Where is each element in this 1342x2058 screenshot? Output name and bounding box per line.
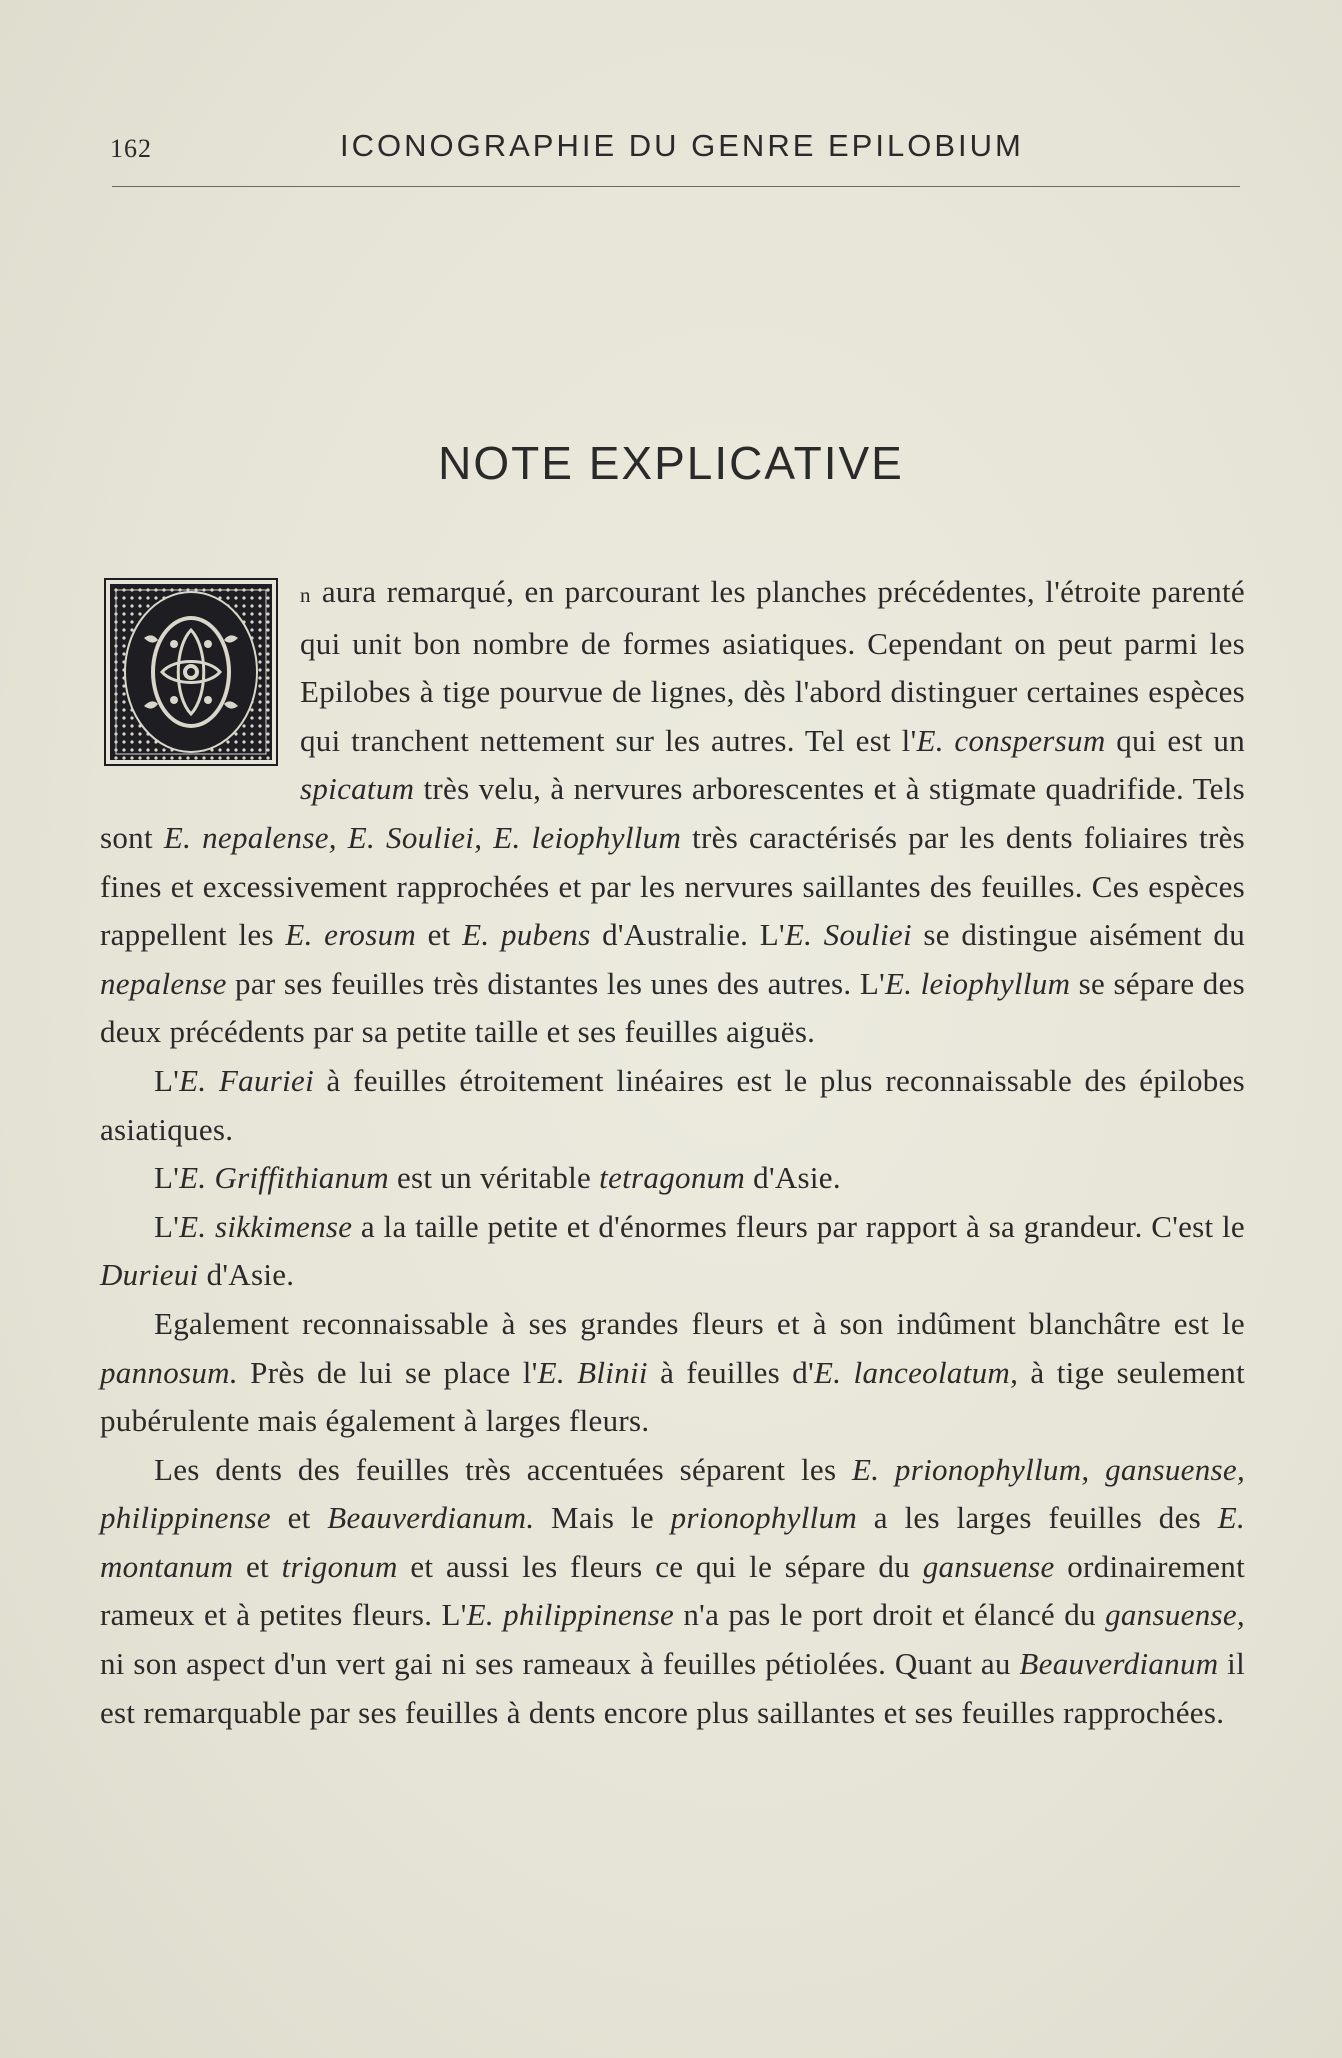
text-run: se distingue aisément du bbox=[911, 917, 1245, 953]
text-run: Près de lui se place l' bbox=[237, 1354, 538, 1390]
text-run: n'a pas le port droit et élancé du bbox=[674, 1597, 1106, 1633]
text-run: a la taille petite et d'énormes fleurs par rapport à sa grandeur. C'est le bbox=[352, 1208, 1245, 1244]
italic-run: Beauverdianum. bbox=[327, 1500, 535, 1536]
text-run: aura remarqué, en parcourant les planches précédentes, l'étroite parenté qui unit bon nombre de formes asiatiques. Cependant on peut parmi les Epilobes à tige pourvue de lignes, dès l'abord distinguer certaines espèces qui tranchent nettement sur les autres. Tel est l' bbox=[300, 574, 1245, 758]
italic-run: pannosum. bbox=[100, 1354, 238, 1390]
italic-run: nepalense bbox=[100, 965, 227, 1001]
italic-run: E. erosum bbox=[285, 917, 417, 953]
text-run: à feuilles d' bbox=[647, 1354, 814, 1390]
paragraph-4 bbox=[100, 1203, 1245, 1300]
text-run: à feuilles étroitement linéaires est le plus reconnaissable des épilobes asiatiques. bbox=[100, 1062, 1245, 1147]
italic-run: E. conspersum bbox=[916, 722, 1106, 758]
text-run: ni son aspect d'un vert gai ni ses rameaux à feuilles pétiolées. Quant au bbox=[100, 1646, 1020, 1682]
italic-run: gansuense bbox=[922, 1548, 1055, 1584]
running-title: ICONOGRAPHIE DU GENRE EPILOBIUM bbox=[340, 128, 1024, 163]
text-run: L' bbox=[154, 1062, 180, 1098]
paragraph-6 bbox=[100, 1446, 1245, 1738]
italic-run: E. Souliei bbox=[784, 917, 912, 953]
paragraph-2 bbox=[100, 1057, 1245, 1154]
text-run: est un véritable bbox=[388, 1160, 600, 1196]
text-run: et bbox=[416, 917, 463, 953]
paragraph-3 bbox=[100, 1154, 1245, 1203]
italic-run: E. Fauriei bbox=[179, 1062, 315, 1098]
italic-run: prionophyllum bbox=[670, 1500, 858, 1536]
text-run: et bbox=[233, 1548, 282, 1584]
italic-run: E. nepalense, E. Souliei, E. leiophyllum bbox=[163, 819, 682, 855]
ornamental-drop-cap-o bbox=[104, 578, 278, 766]
text-run: qui est un bbox=[1105, 722, 1245, 758]
text-run: très velu, à nervures arborescentes et à stigmate quadrifide. Tels sont bbox=[100, 771, 1245, 855]
text-run: et bbox=[270, 1500, 328, 1536]
header-rule bbox=[112, 186, 1240, 187]
text-run: Egalement reconnaissable à ses grandes fleurs et à son indûment blanchâtre est le bbox=[154, 1305, 1245, 1341]
running-header bbox=[110, 128, 1240, 178]
italic-run: E. montanum bbox=[100, 1500, 1245, 1584]
text-run: Mais le bbox=[534, 1500, 671, 1536]
section-title: NOTE EXPLICATIVE bbox=[438, 437, 904, 489]
text-run: par ses feuilles très distantes les unes des autres. L' bbox=[226, 965, 885, 1001]
paragraph-1 bbox=[100, 568, 1245, 1057]
italic-run: E. Griffithianum bbox=[179, 1160, 389, 1196]
italic-run: gansuense, bbox=[1105, 1597, 1245, 1633]
italic-run: Beauverdianum bbox=[1019, 1646, 1219, 1682]
italic-run: E. philippinense bbox=[466, 1597, 675, 1633]
text-run: et aussi les fleurs ce qui le sépare du bbox=[397, 1548, 923, 1584]
italic-run: spicatum bbox=[300, 771, 415, 807]
text-run: L' bbox=[154, 1160, 180, 1196]
italic-run: Durieui bbox=[100, 1257, 199, 1293]
italic-run: trigonum bbox=[281, 1548, 398, 1584]
text-run: à tige seulement pubérulente mais également à larges fleurs. bbox=[100, 1354, 1246, 1439]
text-run: d'Australie. L' bbox=[590, 917, 785, 953]
text-run: d'Asie. bbox=[745, 1160, 841, 1196]
text-run: Les dents des feuilles très accentuées séparent les bbox=[154, 1451, 852, 1487]
italic-run: tetragonum bbox=[599, 1160, 746, 1196]
italic-run: E. lanceolatum, bbox=[814, 1354, 1019, 1390]
text-run: il est remarquable par ses feuilles à dents encore plus saillantes et ses feuilles rapprochées. bbox=[100, 1646, 1245, 1730]
text-run: ordinairement rameux et à petites fleurs. L' bbox=[100, 1548, 1246, 1633]
page-number: 162 bbox=[110, 134, 152, 163]
lead-in-small-caps: n bbox=[300, 583, 312, 607]
paragraph-5 bbox=[100, 1300, 1245, 1446]
italic-run: E. leiophyllum bbox=[884, 965, 1071, 1001]
italic-run: E. pubens bbox=[462, 917, 591, 953]
italic-run: E. prionophyllum, gansuense, philippinense bbox=[100, 1451, 1245, 1536]
body-text bbox=[100, 568, 1245, 1737]
text-run: très caractérisés par les dents foliaires très fines et excessivement rapprochées et par les nervures saillantes des feuilles. Ces espèces rappellent les bbox=[100, 819, 1245, 953]
text-run: d'Asie. bbox=[198, 1257, 295, 1293]
text-run: a les larges feuilles des bbox=[857, 1500, 1218, 1536]
italic-run: E. Blinii bbox=[537, 1354, 648, 1390]
text-run: L' bbox=[154, 1208, 180, 1244]
text-run: se sépare des deux précédents par sa petite taille et ses feuilles aiguës. bbox=[100, 965, 1245, 1050]
italic-run: E. sikkimense bbox=[179, 1208, 353, 1244]
